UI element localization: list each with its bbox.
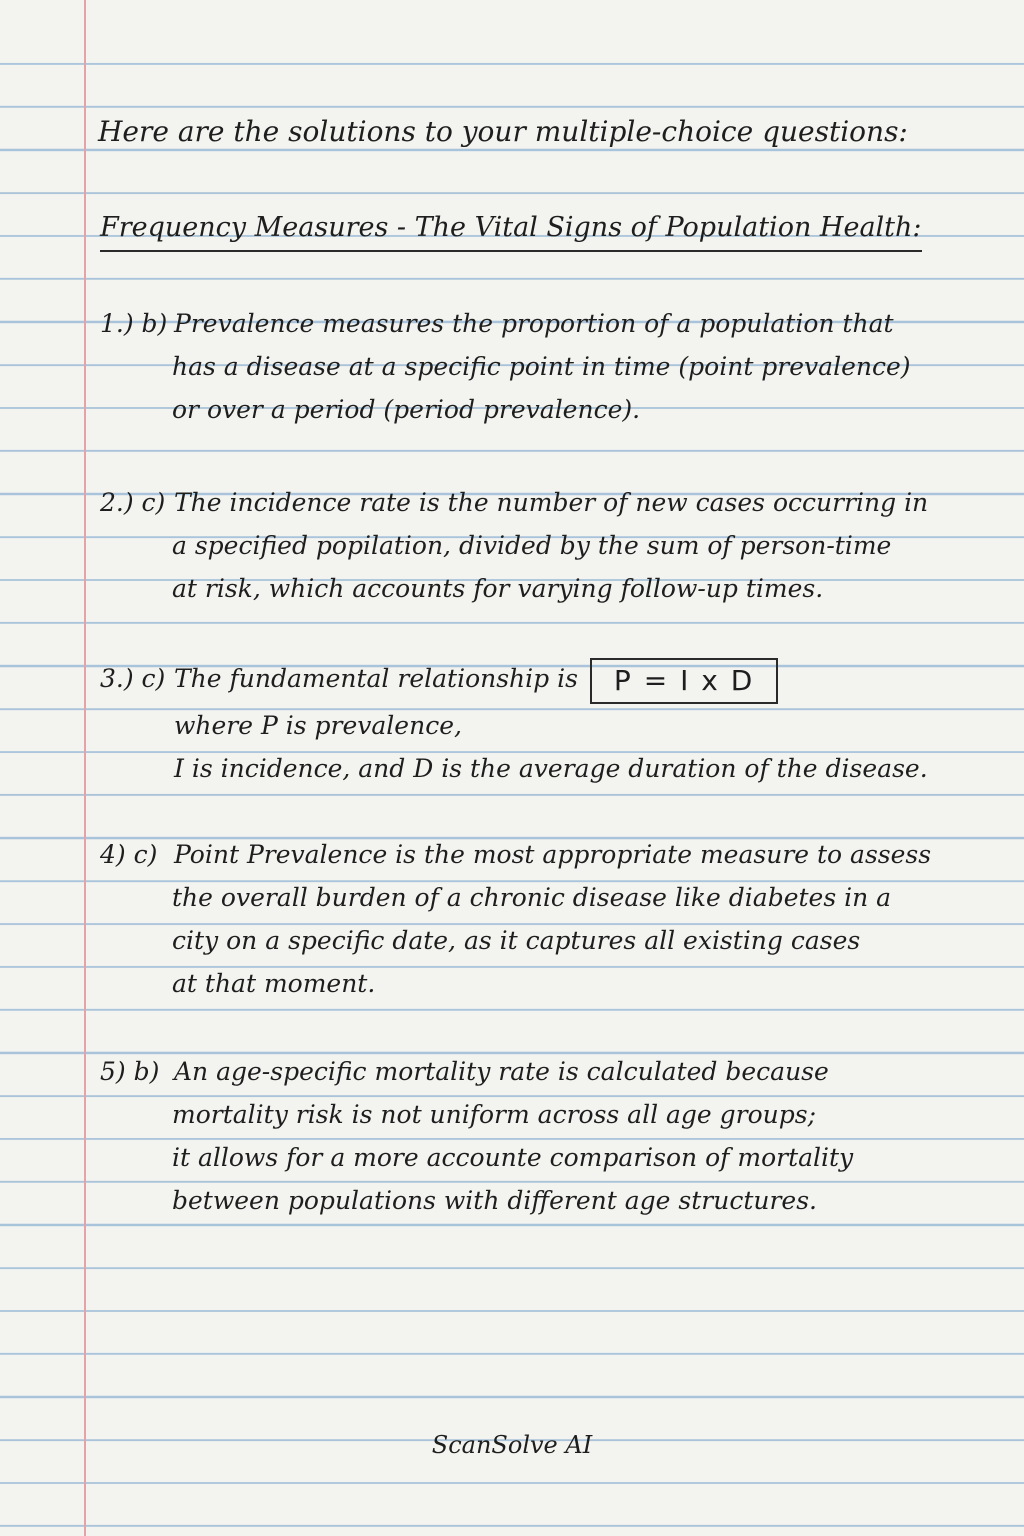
answer-4-number: 4) c) bbox=[100, 840, 158, 869]
answer-1-number: 1.) b) bbox=[100, 309, 168, 338]
answer-3-line-3: I is incidence, and D is the average duration of the disease. bbox=[174, 753, 928, 783]
answer-4-line-1: Point Prevalence is the most appropriate measure to assess bbox=[174, 840, 932, 869]
answer-2-line-2: a specified popilation, divided by the sum of person-time bbox=[172, 531, 892, 560]
answer-1-line-2: has a disease at a specific point in time (point prevalence) bbox=[172, 352, 911, 381]
answer-1-line-3: or over a period (period prevalence). bbox=[172, 395, 641, 424]
answer-2 bbox=[100, 481, 935, 610]
answer-1-line-1: Prevalence measures the proportion of a population that bbox=[174, 309, 894, 338]
answer-4-line-2: the overall burden of a chronic disease like diabetes in a bbox=[172, 883, 892, 912]
answer-1 bbox=[100, 302, 935, 431]
answer-5-line-3: it allows for a more accounte comparison of mortality bbox=[172, 1143, 854, 1172]
intro-text: Here are the solutions to your multiple-choice questions: bbox=[98, 115, 908, 148]
answer-3-number: 3.) c) bbox=[100, 664, 166, 693]
formula-box: P = I x D bbox=[590, 658, 778, 704]
answer-2-line-1: The incidence rate is the number of new cases occurring in bbox=[174, 488, 929, 517]
answer-5 bbox=[100, 1050, 935, 1222]
answer-4-line-3: city on a specific date, as it captures all existing cases bbox=[172, 926, 861, 955]
answer-5-line-2: mortality risk is not uniform across all age groups; bbox=[172, 1100, 817, 1129]
answer-3-line-1: The fundamental relationship is bbox=[174, 664, 578, 693]
section-heading: Frequency Measures - The Vital Signs of Population Health: bbox=[100, 208, 922, 252]
answer-5-number: 5) b) bbox=[100, 1057, 160, 1086]
margin-line bbox=[84, 0, 86, 1536]
answer-2-number: 2.) c) bbox=[100, 488, 166, 517]
answer-2-line-3: at risk, which accounts for varying follow-up times. bbox=[172, 574, 824, 603]
answer-5-line-1: An age-specific mortality rate is calculated because bbox=[174, 1057, 829, 1086]
answer-4-line-4: at that moment. bbox=[172, 969, 376, 998]
footer-signature: ScanSolve AI bbox=[431, 1431, 593, 1459]
answer-3-line-2: where P is prevalence, bbox=[174, 710, 462, 740]
answer-3 bbox=[100, 657, 935, 790]
answer-4 bbox=[100, 833, 935, 1005]
answer-5-line-4: between populations with different age structures. bbox=[172, 1186, 817, 1215]
